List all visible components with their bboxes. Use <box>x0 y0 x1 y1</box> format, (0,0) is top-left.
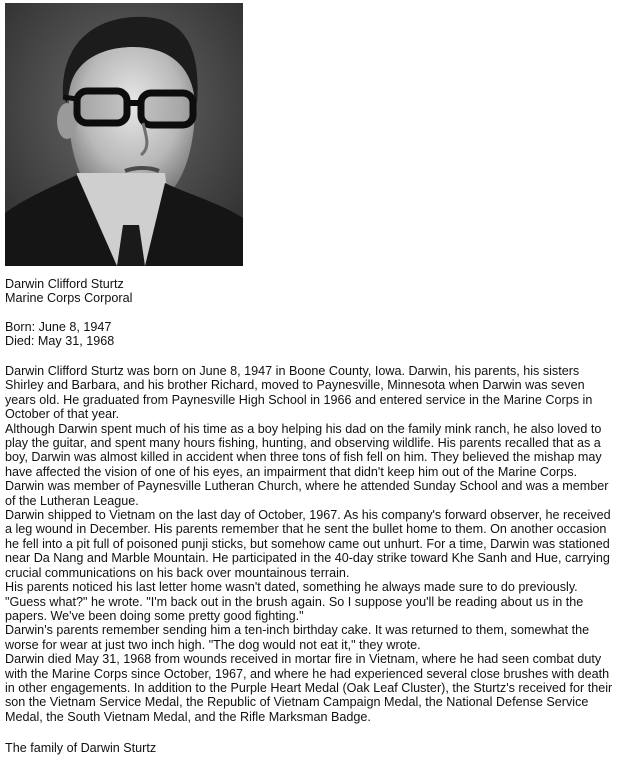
biography-line: "Guess what?" he wrote. "I'm back out in the brush again. So I suppose you'll be reading about us in the <box>5 594 584 609</box>
biography-line: years old. He graduated from Paynesville High School in 1966 and entered service in the Marine Corps in <box>5 392 593 407</box>
biography-line: son the Vietnam Service Medal, the Republic of Vietnam Campaign Medal, the National Defense Service <box>5 695 589 710</box>
death-date: Died: May 31, 1968 <box>5 334 115 349</box>
biography-line: Darwin was member of Paynesville Lutheran Church, where he attended Sunday School and was a member <box>5 479 609 494</box>
biography-line: boy, Darwin was almost killed in accident when three tons of fish fell on him. They believed the mishap may <box>5 450 602 465</box>
biography-line: Darwin's parents remember sending him a ten-inch birthday cake. It was returned to them, somewhat the <box>5 623 590 638</box>
biography-line: Darwin died May 31, 1968 from wounds received in mortar fire in Vietnam, where he had seen combat duty <box>5 652 602 667</box>
biography-line: near Da Nang and Marble Mountain. He participated in the 40-day strike toward Khe Sanh and Hue, carrying <box>5 551 610 566</box>
biography-line: Shirley and Barbara, and his brother Richard, moved to Paynesville, Minnesota when Darwin was seven <box>5 378 585 393</box>
biography-line: papers. We've been doing some pretty good fighting." <box>5 608 304 623</box>
biography-line: October of that year. <box>5 407 120 422</box>
biography-line: Although Darwin spent much of his time as a boy helping his dad on the family mink ranch, he also loved to <box>5 421 602 436</box>
biography-line: Darwin shipped to Vietnam on the last day of October, 1967. As his company's forward observer, he received <box>5 508 611 523</box>
biography-line: worse for wear at just two inch high. "The dog would not eat it," they wrote. <box>5 637 421 652</box>
birth-date: Born: June 8, 1947 <box>5 320 112 334</box>
portrait-photo <box>5 3 243 266</box>
biography-line: of the Lutheran League. <box>5 493 139 508</box>
biography-line: Medal, the South Vietnam Medal, and the Rifle Marksman Badge. <box>5 709 371 724</box>
biography-line: His parents noticed his last letter home wasn't dated, something he always made sure to do previously. <box>5 580 578 595</box>
portrait-icon <box>5 3 243 266</box>
signoff: The family of Darwin Sturtz <box>5 741 157 755</box>
life-dates <box>5 320 637 349</box>
subject-name: Darwin Clifford Sturtz <box>5 277 124 291</box>
biography-line: play the guitar, and spent many hours fishing, hunting, and observing wildlife. His parents recalled that as a <box>5 436 601 451</box>
biography-line: Darwin Clifford Sturtz was born on June 8, 1947 in Boone County, Iowa. Darwin, his parents, his sisters <box>5 364 580 378</box>
biography-line: crucial communications on his back over mountainous terrain. <box>5 565 350 580</box>
biography-text <box>5 364 637 724</box>
subject-rank: Marine Corps Corporal <box>5 291 133 306</box>
biography-line: he fell into a pit full of poisoned punji sticks, but somehow came out unhurt. For a time, Darwin was stationed <box>5 536 610 551</box>
biography-line: a leg wound in December. His parents remember that he sent the bullet home to them. On another occasion <box>5 522 607 537</box>
biography-line: with the Marine Corps since October, 1967, and where he had experienced several close brushes with death <box>5 666 610 681</box>
subject-header <box>5 277 637 306</box>
biography-line: have affected the vision of one of his eyes, an impairment that didn't keep him out of the Marine Corps. <box>5 464 578 479</box>
biography-line: in other engagements. In addition to the Purple Heart Medal (Oak Leaf Cluster), the Sturtz's received for their <box>5 680 613 695</box>
